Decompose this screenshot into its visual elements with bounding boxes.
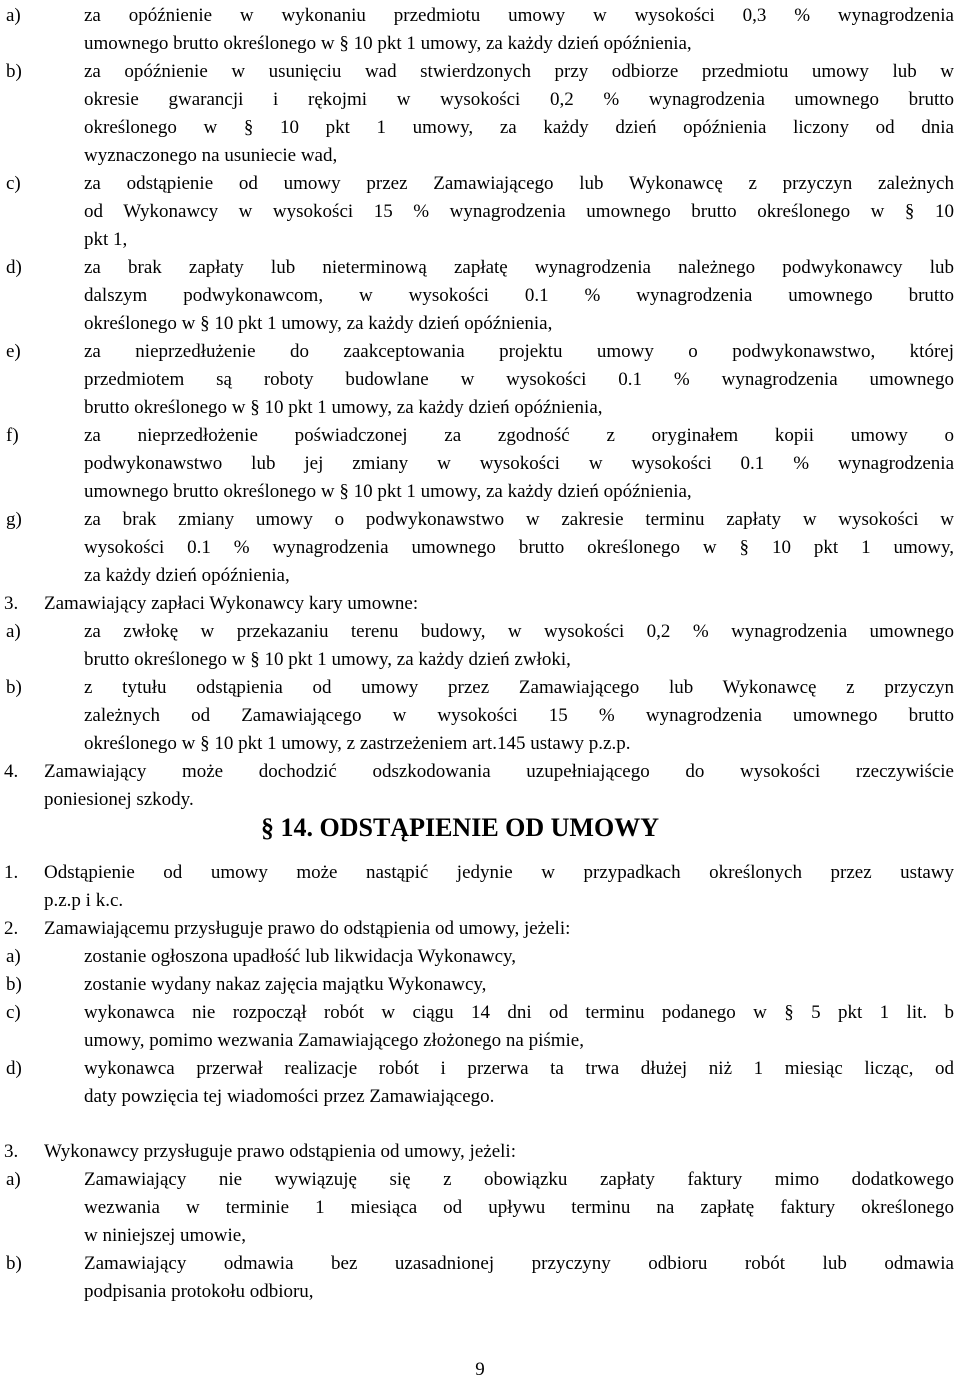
section-heading (0, 810, 960, 846)
text-line: za nieprzedłożenie poświadczonej za zgodność z oryginałem kopii umowy o (84, 425, 954, 446)
text-line: za opóźnienie w wykonaniu przedmiotu umowy w wysokości 0,3 % wynagrodzenia (84, 5, 954, 26)
page-number-text: 9 (475, 1359, 485, 1380)
text-line: brutto określonego w § 10 pkt 1 umowy, za każdy dzień zwłoki, (84, 649, 571, 670)
text-line-row (0, 30, 960, 58)
text-line: Zamawiający nie wywiązuję się z obowiązku zapłaty faktury mimo dodatkowego (84, 1169, 954, 1190)
text-line: określonego w § 10 pkt 1 umowy, za każdy dzień opóźnienia, (84, 313, 553, 334)
text-line: dalszym podwykonawcom, w wysokości 0.1 % wynagrodzenia umownego brutto (84, 285, 954, 306)
numbered-item-2 (0, 915, 960, 943)
text-line: od Wykonawcy w wysokości 15 % wynagrodzenia umownego brutto określonego w § 10 (84, 201, 954, 222)
text-line: umownego brutto określonego w § 10 pkt 1 umowy, za każdy dzień opóźnienia, (84, 33, 692, 54)
text-line-row (0, 1278, 960, 1306)
list-item-b (0, 971, 960, 999)
text-line: w niniejszej umowie, (84, 1225, 246, 1246)
text-line: wykonawca przerwał realizacje robót i przerwa ta trwa dłużej niż 1 miesiąc licząc, od (84, 1058, 954, 1079)
text-line: zależnych od Zamawiającego w wysokości 15 % wynagrodzenia umownego brutto (84, 705, 954, 726)
item-marker: a) (6, 1169, 21, 1190)
item-marker: 2. (4, 918, 19, 939)
text-line: z tytułu odstąpienia od umowy przez Zamawiającego lub Wykonawcę z przyczyn (84, 677, 954, 698)
text-line: podpisania protokołu odbioru, (84, 1281, 314, 1302)
text-line: wyznaczonego na usuniecie wad, (84, 145, 338, 166)
text-line: Wykonawcy przysługuje prawo odstąpienia od umowy, jeżeli: (44, 1141, 516, 1162)
text-line: Zamawiający odmawia bez uzasadnionej przyczyny odbioru robót lub odmawia (84, 1253, 954, 1274)
text-line-row (0, 534, 960, 562)
item-marker: b) (6, 1253, 22, 1274)
text-line: przedmiotem są roboty budowlane w wysokości 0.1 % wynagrodzenia umownego (84, 369, 954, 390)
text-line: brutto określonego w § 10 pkt 1 umowy, za każdy dzień opóźnienia, (84, 397, 603, 418)
text-line: za każdy dzień opóźnienia, (84, 565, 290, 586)
numbered-item-3 (0, 590, 960, 618)
item-marker: b) (6, 974, 22, 995)
item-marker: g) (6, 509, 22, 530)
item-marker: c) (6, 173, 21, 194)
item-marker: c) (6, 1002, 21, 1023)
text-line: określonego w § 10 pkt 1 umowy, za każdy dzień opóźnienia liczony od dnia (84, 117, 954, 138)
section-heading-text: § 14. ODSTĄPIENIE OD UMOWY (261, 813, 659, 842)
text-line-row (0, 1027, 960, 1055)
text-line-row (0, 1222, 960, 1250)
list-item-d (0, 1055, 960, 1083)
text-line-row (0, 450, 960, 478)
item-marker: 4. (4, 761, 19, 782)
text-line-row (0, 478, 960, 506)
numbered-item-4 (0, 758, 960, 786)
text-line-row (0, 142, 960, 170)
text-line-row (0, 282, 960, 310)
page-number (0, 1358, 960, 1382)
item-marker: a) (6, 621, 21, 642)
text-line: za zwłokę w przekazaniu terenu budowy, w wysokości 0,2 % wynagrodzenia umownego (84, 621, 954, 642)
text-line-row (0, 86, 960, 114)
list-item-c (0, 170, 960, 198)
text-line-row (0, 310, 960, 338)
text-line: Zamawiający może dochodzić odszkodowania uzupełniającego do wysokości rzeczywiście (44, 761, 954, 782)
text-line: określonego w § 10 pkt 1 umowy, z zastrzeżeniem art.145 ustawy p.z.p. (84, 733, 631, 754)
text-line: wysokości 0.1 % wynagrodzenia umownego brutto określonego w § 10 pkt 1 umowy, (84, 537, 954, 558)
item-marker: d) (6, 257, 22, 278)
list-item-f (0, 422, 960, 450)
text-line: okresie gwarancji i rękojmi w wysokości 0,2 % wynagrodzenia umownego brutto (84, 89, 954, 110)
item-marker: d) (6, 1058, 22, 1079)
text-line-row (0, 646, 960, 674)
text-line: zostanie wydany nakaz zajęcia majątku Wykonawcy, (84, 974, 487, 995)
text-line-row (0, 562, 960, 590)
text-line-row (0, 366, 960, 394)
list-item-e (0, 338, 960, 366)
item-marker: b) (6, 61, 22, 82)
text-line: wykonawca nie rozpoczął robót w ciągu 14 dni od terminu podanego w § 5 pkt 1 lit. b (84, 1002, 954, 1023)
text-line-row (0, 198, 960, 226)
text-line: Zamawiający zapłaci Wykonawcy kary umowne: (44, 593, 419, 614)
list-item-d (0, 254, 960, 282)
text-line: Odstąpienie od umowy może nastąpić jedynie w przypadkach określonych przez ustawy (44, 862, 954, 883)
list-item-a (0, 1166, 960, 1194)
text-line-row (0, 1083, 960, 1111)
list-item-c (0, 999, 960, 1027)
text-line-row (0, 730, 960, 758)
text-line: za odstąpienie od umowy przez Zamawiającego lub Wykonawcę z przyczyn zależnych (84, 173, 954, 194)
list-item-b (0, 58, 960, 86)
item-marker: a) (6, 946, 21, 967)
text-line: Zamawiającemu przysługuje prawo do odstąpienia od umowy, jeżeli: (44, 918, 571, 939)
item-marker: b) (6, 677, 22, 698)
text-line: poniesionej szkody. (44, 789, 194, 810)
text-line: podwykonawstwo lub jej zmiany w wysokości w wysokości 0.1 % wynagrodzenia (84, 453, 954, 474)
list-item-b (0, 1250, 960, 1278)
item-marker: a) (6, 5, 21, 26)
text-line: umownego brutto określonego w § 10 pkt 1 umowy, za każdy dzień opóźnienia, (84, 481, 692, 502)
text-line: wezwania w terminie 1 miesiąca od upływu terminu na zapłatę faktury określonego (84, 1197, 954, 1218)
text-line: p.z.p i k.c. (44, 890, 124, 911)
text-line: pkt 1, (84, 229, 128, 250)
text-line-row (0, 394, 960, 422)
list-item-b (0, 674, 960, 702)
item-marker: 3. (4, 1141, 19, 1162)
list-item-a (0, 943, 960, 971)
item-marker: f) (6, 425, 19, 446)
text-line: za brak zapłaty lub nieterminową zapłatę wynagrodzenia należnego podwykonawcy lub (84, 257, 954, 278)
text-line: za brak zmiany umowy o podwykonawstwo w zakresie terminu zapłaty w wysokości w (84, 509, 954, 530)
item-marker: 3. (4, 593, 19, 614)
list-item-a (0, 618, 960, 646)
text-line-row (0, 887, 960, 915)
text-line-row (0, 702, 960, 730)
text-line: za opóźnienie w usunięciu wad stwierdzonych przy odbiorze przedmiotu umowy lub w (84, 61, 954, 82)
text-line: za nieprzedłużenie do zaakceptowania projektu umowy o podwykonawstwo, której (84, 341, 954, 362)
text-line: daty powzięcia tej wiadomości przez Zamawiającego. (84, 1086, 495, 1107)
item-marker: e) (6, 341, 21, 362)
text-line: umowy, pomimo wezwania Zamawiającego złożonego na piśmie, (84, 1030, 584, 1051)
text-line: zostanie ogłoszona upadłość lub likwidacja Wykonawcy, (84, 946, 517, 967)
item-marker: 1. (4, 862, 19, 883)
text-line-row (0, 226, 960, 254)
list-item-a (0, 2, 960, 30)
numbered-item-1 (0, 859, 960, 887)
numbered-item-3 (0, 1138, 960, 1166)
text-line-row (0, 1194, 960, 1222)
text-line-row (0, 114, 960, 142)
list-item-g (0, 506, 960, 534)
